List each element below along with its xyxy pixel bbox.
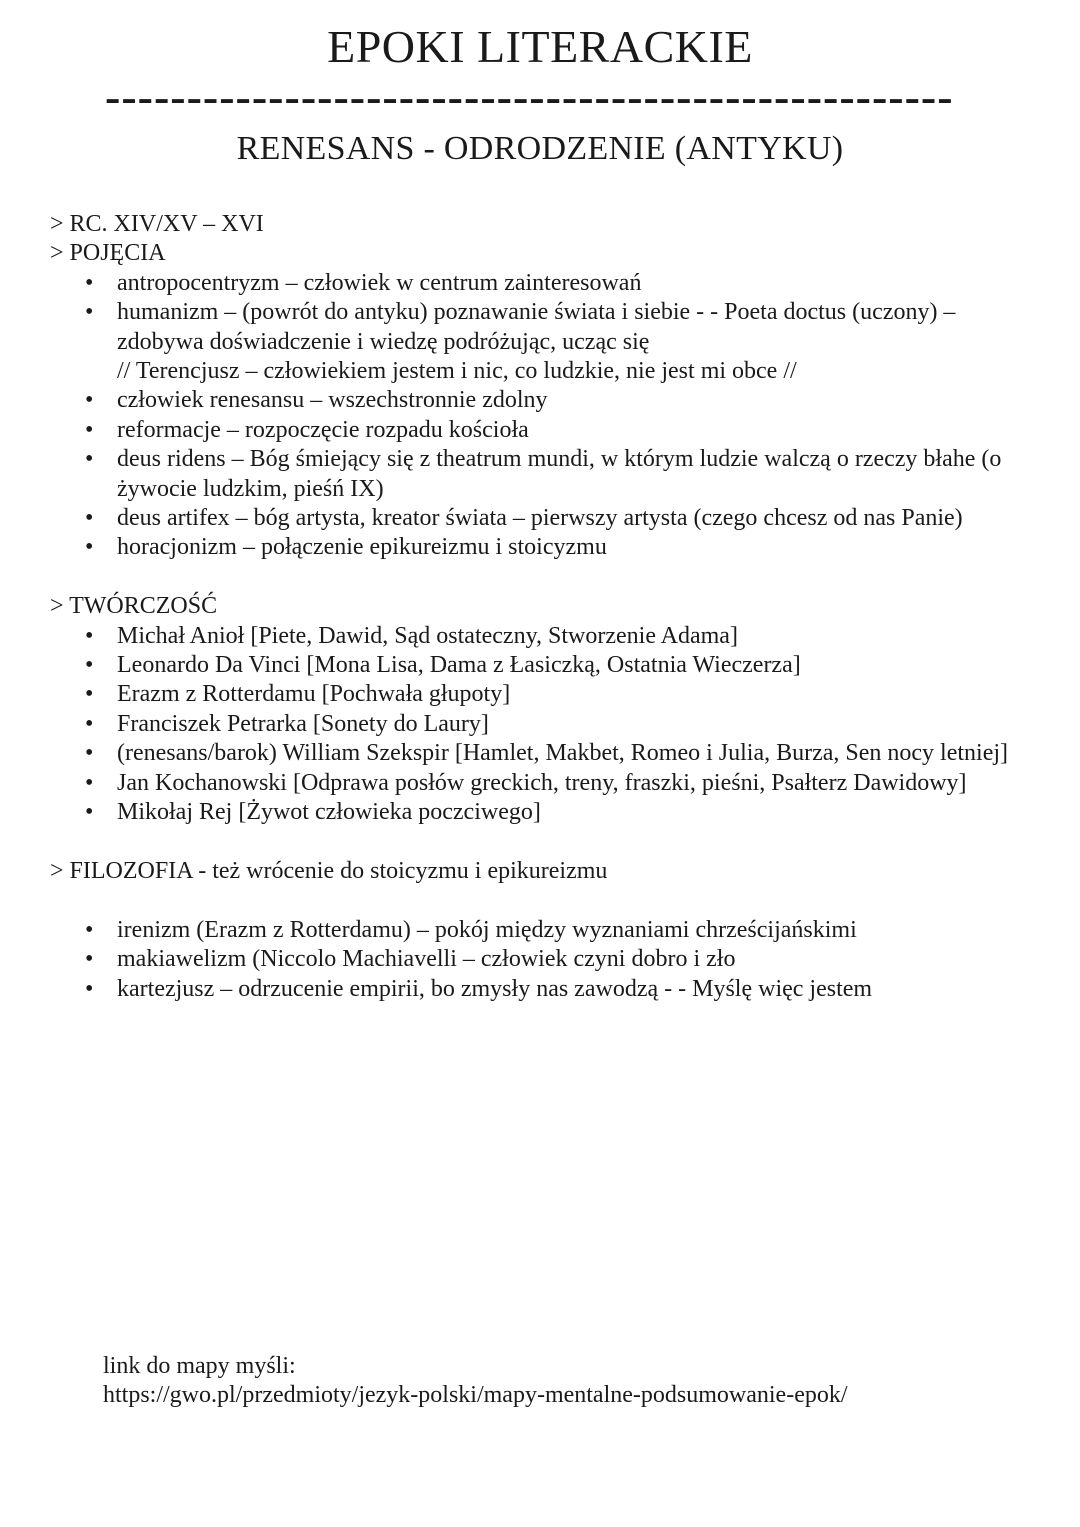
list-item: • Franciszek Petrarka [Sonety do Laury] — [117, 710, 1010, 739]
list-item: • deus artifex – bóg artysta, kreator świata – pierwszy artysta (czego chcesz od nas Panie) — [117, 504, 1010, 533]
list-item: • Mikołaj Rej [Żywot człowieka poczciwego] — [117, 798, 1010, 827]
period-label: > RC. XIV/XV – XVI — [50, 211, 264, 237]
list-item: • deus ridens – Bóg śmiejący się z theatrum mundi, w którym ludzie walczą o rzeczy błahe (o żywocie ludzkim, pieśń IX) — [117, 445, 1010, 504]
list-item: • horacjonizm – połączenie epikureizmu i stoicyzmu — [117, 533, 1010, 562]
mind-map-link-block — [103, 1352, 1003, 1411]
list-item: • Leonardo Da Vinci [Mona Lisa, Dama z Łasiczką, Ostatnia Wieczerza] — [117, 651, 1010, 680]
list-item: • kartezjusz – odrzucenie empirii, bo zmysły nas zawodzą - - Myślę więc jestem — [117, 975, 1010, 1004]
concepts-heading: > POJĘCIA — [50, 240, 166, 267]
list-item: • irenizm (Erazm z Rotterdamu) – pokój między wyznaniami chrześcijańskimi — [117, 916, 1010, 945]
works-list — [50, 622, 1010, 828]
page-title: EPOKI LITERACKIE — [327, 21, 753, 72]
list-item: • Erazm z Rotterdamu [Pochwała głupoty] — [117, 680, 1010, 709]
title-divider: ---------------------------------------------------- — [105, 71, 954, 122]
notes-content — [50, 210, 1010, 1004]
philosophy-heading: > FILOZOFIA - też wrócenie do stoicyzmu i epikureizmu — [50, 857, 608, 884]
concepts-list — [50, 269, 1010, 563]
humanism-quote: // Terencjusz – człowiekiem jestem i nic, co ludzkie, nie jest mi obce // — [117, 358, 797, 385]
mind-map-link-url: https://gwo.pl/przedmioty/jezyk-polski/mapy-mentalne-podsumowanie-epok/ — [103, 1382, 848, 1409]
list-item: • (renesans/barok) William Szekspir [Hamlet, Makbet, Romeo i Julia, Burza, Sen nocy letniej] — [117, 739, 1010, 768]
humanism-text: humanizm – (powrót do antyku) poznawanie świata i siebie - - Poeta doctus (uczony) – zdobywa doświadczenie i wiedzę podróżując, ucząc się — [117, 299, 956, 355]
list-item: • makiawelizm (Niccolo Machiavelli – człowiek czyni dobro i zło — [117, 945, 1010, 974]
list-item: • reformacje – rozpoczęcie rozpadu kościoła — [117, 416, 1010, 445]
page-subtitle: RENESANS - ODRODZENIE (ANTYKU) — [236, 130, 844, 167]
list-item: • człowiek renesansu – wszechstronnie zdolny — [117, 386, 1010, 415]
list-item: • Michał Anioł [Piete, Dawid, Sąd ostateczny, Stworzenie Adama] — [117, 622, 1010, 651]
list-item: • antropocentryzm – człowiek w centrum zainteresowań — [117, 269, 1010, 298]
works-heading: > TWÓRCZOŚĆ — [50, 593, 218, 620]
list-item: • Jan Kochanowski [Odprawa posłów greckich, treny, fraszki, pieśni, Psałterz Dawidowy] — [117, 769, 1010, 798]
list-item — [117, 298, 1010, 386]
philosophy-list — [50, 916, 1010, 1004]
mind-map-link-label: link do mapy myśli: — [103, 1353, 296, 1379]
